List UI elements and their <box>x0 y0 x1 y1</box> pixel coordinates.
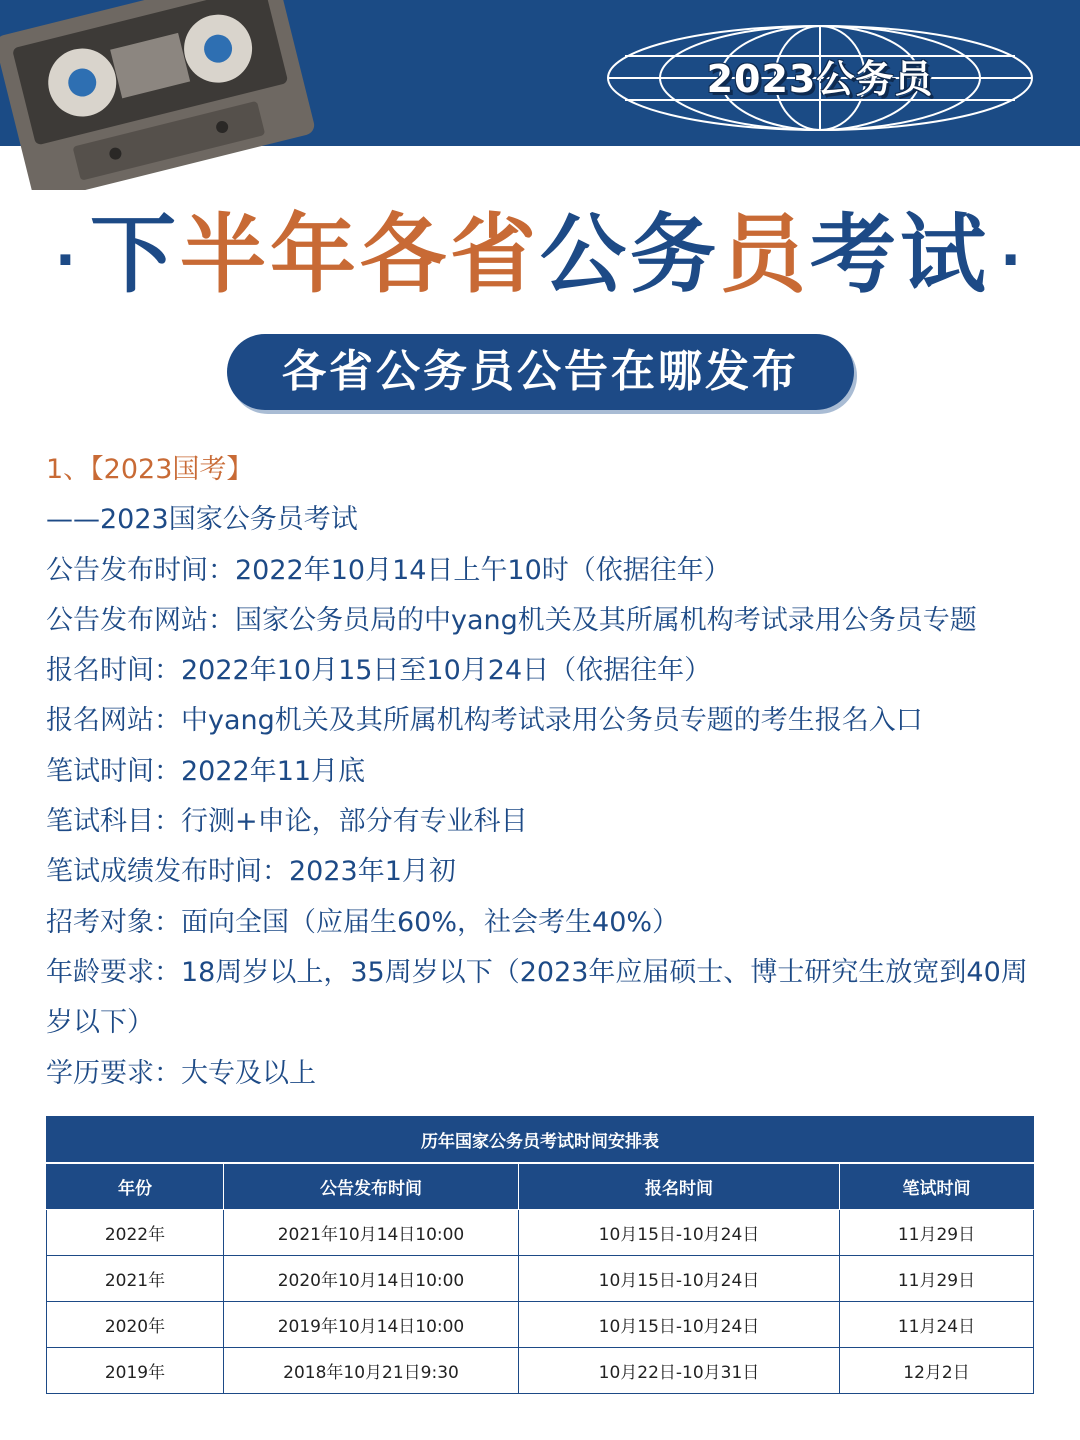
cassette-tape-image <box>0 0 320 190</box>
title-part: 员 <box>720 205 810 305</box>
title-part: 半年 <box>180 205 360 305</box>
table-row <box>47 1302 1034 1348</box>
title-dot-left: · <box>54 227 80 293</box>
info-line: 学历要求：大专及以上 <box>46 1057 316 1089</box>
table-cell: 2020年10月14日10:00 <box>224 1256 519 1302</box>
info-line: 公告发布时间：2022年10月14日上午10时（依据往年） <box>46 554 731 586</box>
exam-schedule-table <box>46 1116 1034 1394</box>
info-line: 笔试时间：2022年11月底 <box>46 755 366 787</box>
info-line: 报名时间：2022年10月15日至10月24日（依据往年） <box>46 655 712 687</box>
info-line: 报名网站：中yang机关及其所属机构考试录用公务员专题的考生报名入口 <box>46 705 923 737</box>
section-heading: 1、【2023国考】 <box>46 454 254 485</box>
table-cell: 2020年 <box>47 1302 224 1348</box>
table-cell: 10月15日-10月24日 <box>519 1210 840 1256</box>
title-dot-right: · <box>1000 227 1026 293</box>
table-cell: 2018年10月21日9:30 <box>224 1348 519 1394</box>
table-cell: 2021年10月14日10:00 <box>224 1210 519 1256</box>
table-row <box>47 1210 1034 1256</box>
info-line: 公告发布网站：国家公务员局的中yang机关及其所属机构考试录用公务员专题 <box>46 604 977 636</box>
table-caption: 历年国家公务员考试时间安排表 <box>47 1117 1034 1164</box>
info-line: 笔试科目：行测+申论，部分有专业科目 <box>46 806 528 838</box>
column-header-announce: 公告发布时间 <box>224 1163 519 1210</box>
year-badge-text: 2023公务员 <box>706 57 934 101</box>
title-part: 考试 <box>810 205 990 305</box>
table-cell: 10月15日-10月24日 <box>519 1256 840 1302</box>
title-part: 公务 <box>540 205 720 305</box>
table-row <box>47 1256 1034 1302</box>
info-line: 招考对象：面向全国（应届生60%，社会考生40%） <box>46 906 680 938</box>
table-row <box>47 1348 1034 1394</box>
table-cell: 11月24日 <box>840 1302 1034 1348</box>
table-cell: 10月15日-10月24日 <box>519 1302 840 1348</box>
column-header-register: 报名时间 <box>519 1163 840 1210</box>
column-header-year: 年份 <box>47 1163 224 1210</box>
subtitle-pill: 各省公务员公告在哪发布 <box>227 334 854 410</box>
title-part: 各省 <box>360 205 540 305</box>
main-title <box>0 205 1080 311</box>
info-line: ——2023国家公务员考试 <box>46 504 358 536</box>
table-cell: 11月29日 <box>840 1256 1034 1302</box>
table-cell: 2019年10月14日10:00 <box>224 1302 519 1348</box>
table-cell: 2019年 <box>47 1348 224 1394</box>
table-cell: 10月22日-10月31日 <box>519 1348 840 1394</box>
column-header-exam: 笔试时间 <box>840 1163 1034 1210</box>
info-line: 年龄要求：18周岁以上，35周岁以下（2023年应届硕士、博士研究生放宽到40周岁以下） <box>46 956 1028 1039</box>
table-cell: 12月2日 <box>840 1348 1034 1394</box>
title-part: 下 <box>90 205 180 305</box>
table-cell: 11月29日 <box>840 1210 1034 1256</box>
table-cell: 2022年 <box>47 1210 224 1256</box>
table-cell: 2021年 <box>47 1256 224 1302</box>
info-line: 笔试成绩发布时间：2023年1月初 <box>46 856 456 888</box>
exam-info <box>46 445 1046 1099</box>
